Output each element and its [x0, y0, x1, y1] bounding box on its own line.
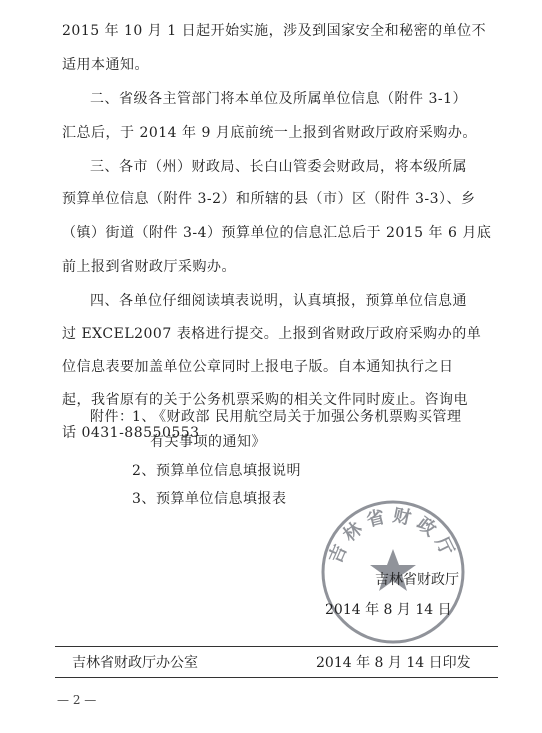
page-number: — 2 —: [57, 693, 97, 707]
footer-print-date: 2014 年 8 月 14 日印发: [316, 655, 471, 671]
body-line-12: 起，我省原有的关于公务机票采购的相关文件同时废止。咨询电: [62, 392, 468, 408]
body-line-5: 三、各市（州）财政局、长白山管委会财政局，将本级所属: [90, 159, 467, 175]
attachment-1-title: 《财政部 民用航空局关于加强公务机票购买管理: [152, 409, 462, 425]
attachment-2-num: 2、: [132, 463, 156, 479]
body-line-6: 预算单位信息（附件 3-2）和所辖的县（市）区（附件 3-3）、乡: [62, 191, 476, 207]
attachment-3-title: 预算单位信息填报表: [156, 491, 287, 507]
body-line-3: 二、省级各主管部门将本单位及所属单位信息（附件 3-1）: [90, 91, 467, 107]
attachment-1-title-cont: 有关事项的通知》: [150, 434, 266, 450]
attachment-2-title: 预算单位信息填报说明: [156, 463, 301, 479]
attachment-3-num: 3、: [132, 491, 156, 507]
body-line-8: 前上报到省财政厅采购办。: [62, 259, 236, 275]
footer-bottom-rule: [55, 677, 498, 678]
body-line-1: 2015 年 10 月 1 日起开始实施，涉及到国家安全和秘密的单位不: [62, 23, 487, 39]
signature-date: 2014 年 8 月 14 日: [325, 602, 452, 618]
attachments-label: 附件：: [90, 409, 134, 425]
body-line-9: 四、各单位仔细阅读填表说明，认真填报，预算单位信息通: [90, 293, 467, 309]
footer-office: 吉林省财政厅办公室: [72, 655, 198, 671]
body-line-11: 位信息表要加盖单位公章同时上报电子版。自本通知执行之日: [62, 359, 454, 375]
signature-org: 吉林省财政厅: [375, 572, 459, 588]
attachment-1-num: 1、: [132, 409, 156, 425]
body-line-4: 汇总后，于 2014 年 9 月底前统一上报到省财政厅政府采购办。: [62, 125, 477, 141]
seal-text: 吉林省财政厅: [325, 505, 461, 567]
footer-top-rule: [55, 646, 498, 647]
body-line-2: 适用本通知。: [62, 57, 149, 73]
body-line-7: （镇）街道（附件 3-4）预算单位的信息汇总后于 2015 年 6 月底: [62, 225, 492, 241]
body-line-13: 话 0431-88550553: [62, 425, 200, 441]
body-line-10: 过 EXCEL2007 表格进行提交。上报到省财政厅政府采购办的单: [62, 326, 482, 342]
